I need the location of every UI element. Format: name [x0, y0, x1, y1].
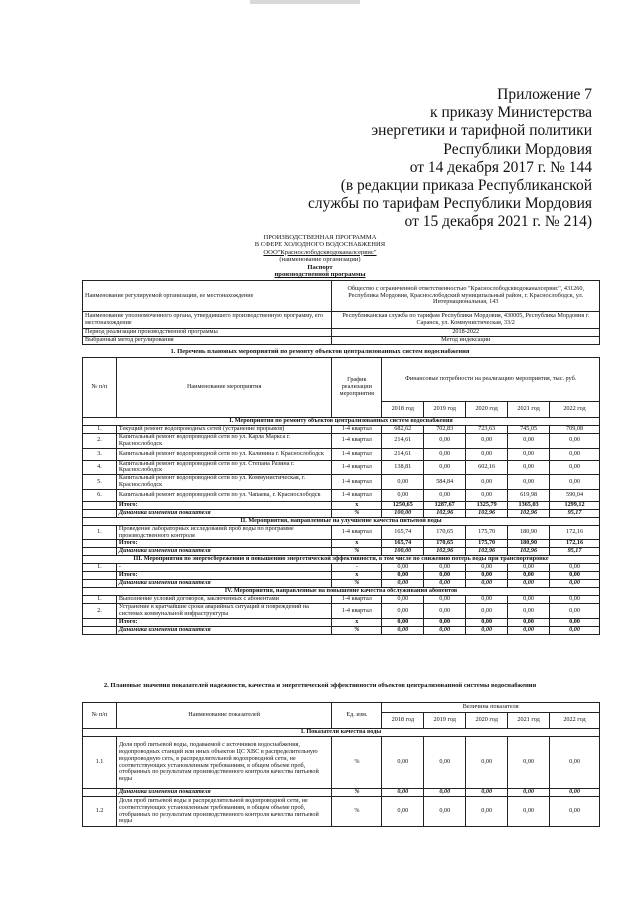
value-cell: 172,16 — [550, 525, 600, 540]
value-cell: 0,00 — [382, 626, 424, 634]
passport-value: Общество с ограниченной ответственностью "Краснослободскводоканалсервис", 431260, Республика Мордовия, Краснослободский муниципальный район, г. Краснослободск, ул. Интернациональная, 143 — [332, 281, 600, 312]
unit-cell: x — [332, 540, 382, 548]
repair-measures-table — [82, 357, 600, 635]
value-cell: 0,00 — [508, 448, 550, 460]
table-row — [83, 460, 600, 475]
year-header: 2022 год — [550, 713, 600, 729]
value-cell: 102,96 — [424, 509, 466, 517]
value-cell: 0,00 — [508, 596, 550, 604]
dynamics-label: Динамика изменения показателя — [116, 548, 331, 556]
measure-name: Устранение в кратчайшие сроки аварийных ситуаций и повреждений на системах коммунальной инфраструктуры — [116, 604, 331, 619]
passport-label: Выбранный метод регулирования — [83, 337, 332, 345]
year-header: 2018 год — [382, 402, 424, 418]
passport-row — [83, 281, 600, 312]
value-cell: 0,00 — [550, 626, 600, 634]
appendix-header — [308, 86, 592, 232]
value-cell: 214,61 — [382, 448, 424, 460]
unit-cell: % — [332, 797, 382, 827]
schedule-cell: 1-4 квартал — [332, 596, 382, 604]
measure-name: Капитальный ремонт водопроводной сети по ул. Коммунистическая, г. Краснослободск — [116, 475, 331, 490]
column-header-name: Наименование мероприятия — [116, 358, 331, 418]
unit-cell: % — [332, 789, 382, 797]
measure-name: Капитальный ремонт водопроводной сети по ул. Карла Маркса г. Краснослободск — [116, 434, 331, 449]
row-number: 5. — [83, 475, 117, 490]
value-cell: 0,00 — [466, 572, 508, 580]
schedule-cell: 1-4 квартал — [332, 448, 382, 460]
value-cell: 0,00 — [466, 618, 508, 626]
value-cell: 0,00 — [550, 572, 600, 580]
value-cell: 619,98 — [508, 489, 550, 501]
organization-name: ООО"Краснослободскводоканалсервис" — [263, 248, 377, 256]
row-number: 1. — [83, 426, 117, 434]
empty-cell — [83, 618, 117, 626]
measure-name: Проведение лабораторных исследований проб воды по программе производственного контроля — [116, 525, 331, 540]
value-cell: 0,00 — [508, 572, 550, 580]
value-cell: 0,00 — [424, 564, 466, 572]
value-cell: 102,96 — [508, 509, 550, 517]
value-cell: 0,00 — [466, 489, 508, 501]
passport-label: Наименование регулируемой организации, ее местонахождение — [83, 281, 332, 312]
value-cell: 1287,67 — [424, 501, 466, 509]
table-group-row — [83, 729, 600, 737]
row-number: 1. — [83, 564, 117, 572]
unit-cell: x — [332, 572, 382, 580]
value-cell: 0,00 — [466, 564, 508, 572]
header-line: от 14 декабря 2017 г. № 144 — [409, 158, 592, 176]
empty-cell — [83, 540, 117, 548]
value-cell: 0,00 — [508, 797, 550, 827]
empty-cell — [83, 501, 117, 509]
unit-cell: % — [332, 580, 382, 588]
measure-name: Выполнение условий договоров, заключенных с абонентами — [116, 596, 331, 604]
schedule-cell: 1-4 квартал — [332, 525, 382, 540]
unit-cell: % — [332, 509, 382, 517]
value-cell: 0,00 — [466, 434, 508, 449]
passport-table — [82, 280, 600, 345]
value-cell: 0,00 — [550, 797, 600, 827]
total-label: Итого: — [116, 540, 331, 548]
dynamics-label: Динамика изменения показателя — [116, 509, 331, 517]
header-line: Приложение 7 — [497, 86, 592, 103]
value-cell: 0,00 — [382, 580, 424, 588]
value-cell: 180,90 — [508, 540, 550, 548]
value-cell: 702,83 — [424, 426, 466, 434]
value-cell: 0,00 — [508, 789, 550, 797]
measure-name: Капитальный ремонт водопроводной сети по ул. Калинина г. Краснослободск — [116, 448, 331, 460]
program-title: ПРОИЗВОДСТВЕННАЯ ПРОГРАММА — [263, 234, 377, 241]
table-row — [83, 489, 600, 501]
indicator-name: Доля проб питьевой воды в распределительной водопроводной сети, не соответствующих установленным требованиям, в общем объеме проб, отобранных по результатам производственного контроля качества питьевой воды — [116, 797, 332, 827]
program-subtitle: В СФЕРЕ ХОЛОДНОГО ВОДОСНАБЖЕНИЯ — [254, 241, 386, 249]
row-number: 1. — [83, 525, 117, 540]
value-cell: 0,00 — [382, 564, 424, 572]
value-cell: 0,00 — [424, 737, 466, 789]
schedule-cell: 1-4 квартал — [332, 460, 382, 475]
table-header-row — [83, 358, 600, 402]
section1-title: 1. Перечень плановых мероприятий по ремонту объектов централизованных систем водоснабжения — [170, 348, 470, 355]
column-header-value: Величина показателя — [382, 703, 600, 713]
measure-name: Текущий ремонт водопроводных сетей (устранение прорывов) — [116, 426, 331, 434]
passport-value: Республиканская служба по тарифам Республики Мордовия, 430005, Республика Мордовия г. Саранск, ул. Коммунистическая, 33/2 — [332, 312, 600, 329]
header-line: от 15 декабря 2021 г. № 214) — [404, 213, 592, 231]
value-cell: 0,00 — [550, 596, 600, 604]
year-header: 2019 год — [424, 713, 466, 729]
value-cell: 0,00 — [508, 580, 550, 588]
value-cell: 0,00 — [466, 737, 508, 789]
value-cell: 0,00 — [466, 626, 508, 634]
group-title: I. Мероприятия по ремонту объектов централизованных систем водоснабжения — [83, 418, 600, 426]
value-cell: 0,00 — [382, 489, 424, 501]
value-cell: 0,00 — [508, 475, 550, 490]
value-cell: 0,00 — [424, 448, 466, 460]
column-header-number: № п/п — [83, 358, 117, 418]
indicator-name: Динамика изменения показателя — [116, 789, 332, 797]
column-header-number: № п/п — [83, 703, 117, 729]
empty-cell — [83, 572, 117, 580]
table-row — [83, 448, 600, 460]
group-title: II. Мероприятия, направленные на улучшение качества питьевой воды — [83, 517, 600, 525]
indicators-body — [83, 737, 600, 827]
indicator-name: Доля проб питьевой воды, подаваемой с источников водоснабжения, водопроводных станций или иных объектов ЦС ХВС в распределительную водопроводную сеть, в распределительной водопроводной сети, не соответствующих установленным требованиям, в общем объеме проб, отобранных по результатам производственного контроля качества питьевой воды — [116, 737, 332, 789]
group-title: III. Мероприятия по энергосбережению и повышению энергетической эффективности, в том числе по снижению потерь воды при транспортировке — [83, 556, 600, 564]
group-title: IV. Мероприятия, направленные на повышение качества обслуживания абонентов — [83, 588, 600, 596]
group-title: I. Показатели качества воды — [83, 729, 600, 737]
value-cell: 138,81 — [382, 460, 424, 475]
value-cell: 0,00 — [424, 580, 466, 588]
empty-cell — [83, 548, 117, 556]
value-cell: 0,00 — [466, 797, 508, 827]
year-header: 2019 год — [424, 402, 466, 418]
value-cell: 0,00 — [424, 434, 466, 449]
value-cell: 0,00 — [382, 737, 424, 789]
year-header: 2018 год — [382, 713, 424, 729]
passport-heading: Паспорт — [307, 263, 333, 271]
table-row — [83, 475, 600, 490]
dynamics-row — [83, 789, 600, 797]
value-cell: 175,70 — [466, 540, 508, 548]
value-cell: 0,00 — [550, 434, 600, 449]
value-cell: 0,00 — [424, 618, 466, 626]
value-cell: 0,00 — [466, 789, 508, 797]
value-cell: 0,00 — [424, 626, 466, 634]
value-cell: 0,00 — [424, 789, 466, 797]
value-cell: 0,00 — [550, 789, 600, 797]
measure-name: - — [116, 564, 331, 572]
passport-label: Наименование уполномоченного органа, утвердившего производственную программу, его местонахождение — [83, 312, 332, 329]
value-cell: 175,70 — [466, 525, 508, 540]
dynamics-label: Динамика изменения показателя — [116, 626, 331, 634]
header-line: энергетики и тарифной политики — [371, 122, 592, 140]
value-cell: 590,04 — [550, 489, 600, 501]
value-cell: 0,00 — [466, 448, 508, 460]
total-label: Итого: — [116, 572, 331, 580]
unit-cell: x — [332, 501, 382, 509]
value-cell: 0,00 — [424, 797, 466, 827]
row-number — [83, 789, 117, 797]
column-header-schedule: График реализации мероприятия — [332, 358, 382, 418]
header-line: (в редакции приказа Республиканской — [340, 177, 592, 195]
value-cell: 0,00 — [508, 604, 550, 619]
value-cell: 0,00 — [382, 797, 424, 827]
schedule-cell: 1-4 квартал — [332, 475, 382, 490]
unit-cell: % — [332, 548, 382, 556]
row-number: 2. — [83, 434, 117, 449]
value-cell: 0,00 — [424, 604, 466, 619]
value-cell: 0,00 — [550, 580, 600, 588]
measure-name: Капитальный ремонт водопроводной сети по ул. Степана Разина г. Краснослободск — [116, 460, 331, 475]
program-title-block — [0, 234, 640, 278]
measure-name: Капитальный ремонт водопроводной сети по ул. Чапаева, г. Краснослободск — [116, 489, 331, 501]
value-cell: 1299,12 — [550, 501, 600, 509]
header-line: службы по тарифам Республики Мордовия — [308, 195, 592, 213]
value-cell: 1325,79 — [466, 501, 508, 509]
row-number: 4. — [83, 460, 117, 475]
value-cell: 0,00 — [424, 596, 466, 604]
empty-cell — [83, 509, 117, 517]
table-group-row — [83, 556, 600, 564]
header-line: к приказу Министерства — [430, 104, 592, 122]
value-cell: 0,00 — [424, 460, 466, 475]
passport-row — [83, 337, 600, 345]
table-header-row — [83, 703, 600, 713]
value-cell: 0,00 — [382, 789, 424, 797]
header-line: Республики Мордовия — [443, 140, 592, 158]
schedule-cell: 1-4 квартал — [332, 604, 382, 619]
value-cell: 0,00 — [550, 475, 600, 490]
value-cell: 165,74 — [382, 540, 424, 548]
value-cell: 602,16 — [466, 460, 508, 475]
value-cell: 165,74 — [382, 525, 424, 540]
schedule-cell: - — [332, 564, 382, 572]
value-cell: 0,00 — [382, 596, 424, 604]
empty-cell — [83, 626, 117, 634]
value-cell: 0,00 — [466, 580, 508, 588]
indicators-table — [82, 702, 600, 827]
value-cell: 0,00 — [508, 434, 550, 449]
scan-artifact — [250, 0, 360, 4]
value-cell: 0,00 — [382, 604, 424, 619]
value-cell: 95,17 — [550, 548, 600, 556]
value-cell: 723,63 — [466, 426, 508, 434]
table-row — [83, 434, 600, 449]
value-cell: 0,00 — [424, 489, 466, 501]
year-header: 2022 год — [550, 402, 600, 418]
value-cell: 170,65 — [424, 525, 466, 540]
table-row — [83, 564, 600, 572]
schedule-cell: 1-4 квартал — [332, 489, 382, 501]
value-cell: 0,00 — [466, 475, 508, 490]
dynamics-label: Динамика изменения показателя — [116, 580, 331, 588]
value-cell: 0,00 — [550, 737, 600, 789]
total-label: Итого: — [116, 501, 331, 509]
value-cell: 682,62 — [382, 426, 424, 434]
value-cell: 0,00 — [508, 618, 550, 626]
organization-caption: (наименование организации) — [279, 256, 361, 264]
schedule-cell: 1-4 квартал — [332, 426, 382, 434]
empty-cell — [83, 580, 117, 588]
row-number: 1.1 — [83, 737, 117, 789]
value-cell: 0,00 — [466, 596, 508, 604]
year-header: 2020 год — [466, 402, 508, 418]
section2-title: 2. Плановые значения показателей надежности, качества и энергетической эффективности объектов централизованной системы водоснабжения — [103, 682, 537, 689]
passport-value: Метод индексации — [332, 337, 600, 345]
passport-row — [83, 312, 600, 329]
value-cell: 102,96 — [466, 548, 508, 556]
table-row — [83, 797, 600, 827]
value-cell: 170,65 — [424, 540, 466, 548]
value-cell: 0,00 — [466, 604, 508, 619]
table-row — [83, 737, 600, 789]
value-cell: 0,00 — [508, 626, 550, 634]
table-row — [83, 604, 600, 619]
row-number: 6. — [83, 489, 117, 501]
value-cell: 100,00 — [382, 548, 424, 556]
column-header-name: Наименование показателей — [116, 703, 332, 729]
value-cell: 1250,65 — [382, 501, 424, 509]
total-label: Итого: — [116, 618, 331, 626]
value-cell: 95,17 — [550, 509, 600, 517]
passport-label: Период реализации производственной программы — [83, 329, 332, 337]
value-cell: 0,00 — [382, 618, 424, 626]
unit-cell: % — [332, 626, 382, 634]
value-cell: 214,61 — [382, 434, 424, 449]
value-cell: 0,00 — [550, 604, 600, 619]
value-cell: 180,90 — [508, 525, 550, 540]
dynamics-row — [83, 626, 600, 634]
passport-subheading: производственной программы — [274, 271, 366, 279]
year-header: 2020 год — [466, 713, 508, 729]
schedule-cell: 1-4 квартал — [332, 434, 382, 449]
value-cell: 0,00 — [550, 460, 600, 475]
value-cell: 709,08 — [550, 426, 600, 434]
value-cell: 102,96 — [508, 548, 550, 556]
value-cell: 0,00 — [550, 618, 600, 626]
unit-cell: x — [332, 618, 382, 626]
value-cell: 102,96 — [466, 509, 508, 517]
passport-value: 2018-2022 — [332, 329, 600, 337]
value-cell: 0,00 — [508, 737, 550, 789]
value-cell: 100,00 — [382, 509, 424, 517]
year-header: 2021 год — [508, 402, 550, 418]
unit-cell: % — [332, 737, 382, 789]
value-cell: 0,00 — [382, 475, 424, 490]
value-cell: 0,00 — [508, 460, 550, 475]
value-cell: 0,00 — [424, 572, 466, 580]
column-header-unit: Ед. изм. — [332, 703, 382, 729]
table-row — [83, 525, 600, 540]
value-cell: 172,16 — [550, 540, 600, 548]
row-number: 3. — [83, 448, 117, 460]
row-number: 1. — [83, 596, 117, 604]
value-cell: 584,84 — [424, 475, 466, 490]
value-cell: 1365,03 — [508, 501, 550, 509]
value-cell: 0,00 — [508, 564, 550, 572]
value-cell: 102,96 — [424, 548, 466, 556]
row-number: 2. — [83, 604, 117, 619]
column-header-finance: Финансовые потребности на реализацию мероприятия, тыс. руб. — [382, 358, 600, 402]
row-number: 1.2 — [83, 797, 117, 827]
value-cell: 0,00 — [550, 448, 600, 460]
value-cell: 0,00 — [550, 564, 600, 572]
value-cell: 0,00 — [382, 572, 424, 580]
repair-measures-body — [83, 418, 600, 635]
year-header: 2021 год — [508, 713, 550, 729]
value-cell: 745,05 — [508, 426, 550, 434]
